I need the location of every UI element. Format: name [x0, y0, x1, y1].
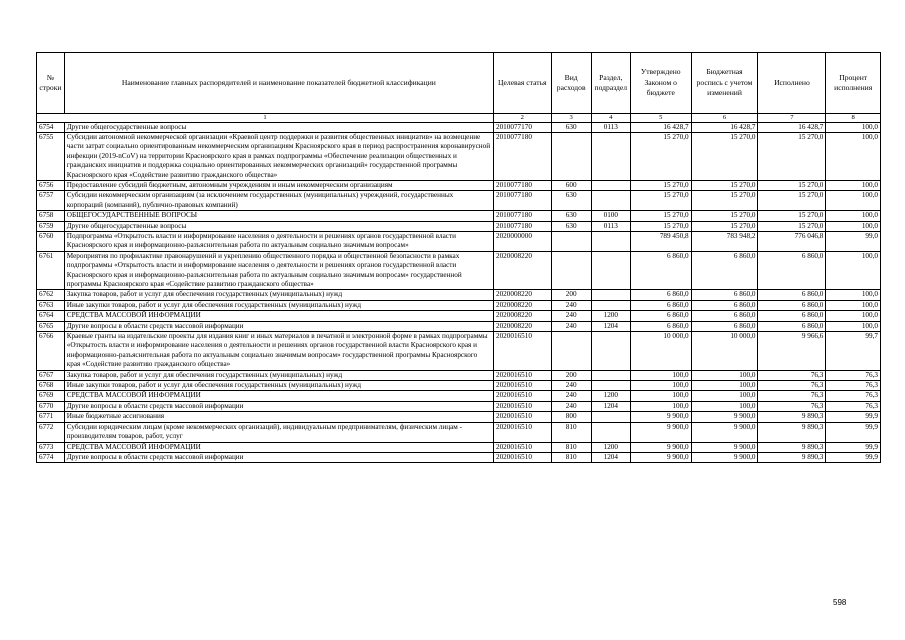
row-executed: 15 270,0 — [758, 191, 826, 211]
row-target-article: 2010077180 — [493, 191, 551, 211]
row-section — [591, 381, 630, 391]
row-expense-type: 240 — [551, 401, 591, 411]
row-percent: 100,0 — [826, 191, 881, 211]
row-name: СРЕДСТВА МАССОВОЙ ИНФОРМАЦИИ — [64, 311, 493, 321]
row-number: 6770 — [37, 401, 65, 411]
row-number: 6755 — [37, 132, 65, 180]
row-target-article: 2020008220 — [493, 251, 551, 290]
row-schedule: 100,0 — [691, 370, 758, 380]
row-expense-type: 240 — [551, 391, 591, 401]
row-percent: 99,7 — [826, 332, 881, 371]
header-expense-type: Вид расходов — [551, 53, 591, 114]
row-approved: 15 270,0 — [630, 191, 691, 211]
table-row — [37, 191, 881, 211]
row-section — [591, 231, 630, 251]
row-number: 6756 — [37, 180, 65, 190]
row-approved: 6 860,0 — [630, 300, 691, 310]
row-section — [591, 300, 630, 310]
row-executed: 9 890,3 — [758, 442, 826, 452]
row-schedule: 15 270,0 — [691, 211, 758, 221]
row-number: 6767 — [37, 370, 65, 380]
row-expense-type — [551, 251, 591, 290]
row-number: 6769 — [37, 391, 65, 401]
row-section — [591, 290, 630, 300]
row-section: 1204 — [591, 401, 630, 411]
row-section: 1200 — [591, 442, 630, 452]
table-row — [37, 290, 881, 300]
row-expense-type: 240 — [551, 300, 591, 310]
row-section — [591, 191, 630, 211]
row-name: Подпрограмма «Открытость власти и информирование населения о деятельности и решениях органов государственной власти Красноярского края и информационно-разъяснительная работа по актуальным социально значимым вопросам» — [64, 231, 493, 251]
table-row — [37, 122, 881, 132]
row-section: 1200 — [591, 311, 630, 321]
row-executed: 9 890,3 — [758, 412, 826, 422]
row-percent: 100,0 — [826, 180, 881, 190]
row-approved: 10 000,0 — [630, 332, 691, 371]
row-schedule: 6 860,0 — [691, 300, 758, 310]
row-schedule: 9 900,0 — [691, 442, 758, 452]
row-number: 6762 — [37, 290, 65, 300]
column-number: 7 — [758, 114, 826, 123]
row-target-article: 2010077180 — [493, 180, 551, 190]
row-name: Другие общегосударственные вопросы — [64, 122, 493, 132]
row-section — [591, 370, 630, 380]
row-executed: 76,3 — [758, 391, 826, 401]
row-target-article: 2020008220 — [493, 290, 551, 300]
row-percent: 100,0 — [826, 251, 881, 290]
row-executed: 9 890,3 — [758, 452, 826, 462]
row-approved: 9 900,0 — [630, 422, 691, 442]
column-number: 5 — [630, 114, 691, 123]
row-section: 1200 — [591, 391, 630, 401]
row-name: Иные закупки товаров, работ и услуг для обеспечения государственных (муниципальных) нужд — [64, 300, 493, 310]
row-executed: 776 046,8 — [758, 231, 826, 251]
row-schedule: 6 860,0 — [691, 290, 758, 300]
row-percent: 100,0 — [826, 132, 881, 180]
header-percent: Процент исполнения — [826, 53, 881, 114]
table-row — [37, 412, 881, 422]
row-name: Другие вопросы в области средств массовой информации — [64, 401, 493, 411]
table-row — [37, 401, 881, 411]
column-number: 8 — [826, 114, 881, 123]
row-name: Предоставление субсидий бюджетным, автономным учреждениям и иным некоммерческим организациям — [64, 180, 493, 190]
row-name: Закупка товаров, работ и услуг для обеспечения государственных (муниципальных) нужд — [64, 370, 493, 380]
row-schedule: 10 000,0 — [691, 332, 758, 371]
row-target-article: 2020000000 — [493, 231, 551, 251]
row-target-article: 2020016510 — [493, 452, 551, 462]
row-expense-type: 800 — [551, 412, 591, 422]
row-percent: 100,0 — [826, 122, 881, 132]
row-section: 1204 — [591, 452, 630, 462]
row-schedule: 783 948,2 — [691, 231, 758, 251]
row-schedule: 6 860,0 — [691, 321, 758, 331]
row-section — [591, 412, 630, 422]
row-name: Иные закупки товаров, работ и услуг для обеспечения государственных (муниципальных) нужд — [64, 381, 493, 391]
row-number: 6760 — [37, 231, 65, 251]
row-expense-type: 630 — [551, 191, 591, 211]
row-expense-type: 810 — [551, 452, 591, 462]
row-executed: 6 860,0 — [758, 311, 826, 321]
row-target-article: 2020016510 — [493, 401, 551, 411]
row-approved: 100,0 — [630, 401, 691, 411]
row-target-article: 2020016510 — [493, 381, 551, 391]
row-schedule: 6 860,0 — [691, 311, 758, 321]
row-percent: 99,0 — [826, 231, 881, 251]
row-name: Мероприятия по профилактике правонарушений и укреплению общественного порядка и общественной безопасности в рамках подпрограммы «Открытость власти и информирование населения о деятельности и решениях органов государственной власти Красноярского края и информационно-разъяснительная работа по актуальным социально значимым вопросам» государственной программы Красноярского края «Содействие развитию гражданского общества» — [64, 251, 493, 290]
row-name: Закупка товаров, работ и услуг для обеспечения государственных (муниципальных) нужд — [64, 290, 493, 300]
row-approved: 6 860,0 — [630, 251, 691, 290]
row-percent: 100,0 — [826, 221, 881, 231]
row-executed: 16 428,7 — [758, 122, 826, 132]
row-target-article: 2020008220 — [493, 311, 551, 321]
header-name: Наименование главных распорядителей и наименование показателей бюджетной классификации — [64, 53, 493, 114]
row-target-article: 2020016510 — [493, 332, 551, 371]
table-row — [37, 370, 881, 380]
row-percent: 99,9 — [826, 422, 881, 442]
row-approved: 6 860,0 — [630, 311, 691, 321]
row-number: 6773 — [37, 442, 65, 452]
row-number: 6763 — [37, 300, 65, 310]
row-approved: 9 900,0 — [630, 452, 691, 462]
table-row — [37, 132, 881, 180]
row-number: 6761 — [37, 251, 65, 290]
row-percent: 76,3 — [826, 391, 881, 401]
row-target-article: 2020016510 — [493, 391, 551, 401]
row-schedule: 15 270,0 — [691, 180, 758, 190]
row-schedule: 15 270,0 — [691, 191, 758, 211]
row-executed: 15 270,0 — [758, 132, 826, 180]
row-expense-type: 630 — [551, 221, 591, 231]
column-number: 4 — [591, 114, 630, 123]
header-executed: Исполнено — [758, 53, 826, 114]
row-name: ОБЩЕГОСУДАРСТВЕННЫЕ ВОПРОСЫ — [64, 211, 493, 221]
row-executed: 6 860,0 — [758, 251, 826, 290]
table-row — [37, 381, 881, 391]
row-expense-type: 810 — [551, 442, 591, 452]
row-approved: 100,0 — [630, 391, 691, 401]
table-row — [37, 231, 881, 251]
row-schedule: 15 270,0 — [691, 132, 758, 180]
row-executed: 6 860,0 — [758, 321, 826, 331]
row-target-article: 2020016510 — [493, 442, 551, 452]
row-name: Другие вопросы в области средств массовой информации — [64, 452, 493, 462]
column-number: 6 — [691, 114, 758, 123]
column-number: 3 — [551, 114, 591, 123]
row-schedule: 16 428,7 — [691, 122, 758, 132]
column-number: 1 — [37, 114, 494, 123]
row-schedule: 100,0 — [691, 401, 758, 411]
table-row — [37, 422, 881, 442]
header-section: Раздел, подраздел — [591, 53, 630, 114]
row-expense-type — [551, 132, 591, 180]
row-section: 0113 — [591, 221, 630, 231]
row-executed: 9 890,3 — [758, 422, 826, 442]
header-target-article: Целевая статья — [493, 53, 551, 114]
table-row — [37, 321, 881, 331]
table-row — [37, 332, 881, 371]
row-expense-type: 630 — [551, 211, 591, 221]
row-executed: 76,3 — [758, 370, 826, 380]
row-number: 6757 — [37, 191, 65, 211]
row-name: Краевые гранты на издательские проекты для издания книг и иных материалов в печатной и электронной форме в рамках подпрограммы «Открытость власти и информирование населения о деятельности и решениях органов государственной власти Красноярского края и информационно-разъяснительная работа по актуальным социально значимым вопросам» государственной программы Красноярского края «Содействие развитию гражданского общества» — [64, 332, 493, 371]
row-approved: 9 900,0 — [630, 442, 691, 452]
row-approved: 789 450,8 — [630, 231, 691, 251]
row-approved: 15 270,0 — [630, 180, 691, 190]
budget-table — [36, 52, 881, 463]
row-schedule: 9 900,0 — [691, 452, 758, 462]
row-percent: 100,0 — [826, 300, 881, 310]
row-name: Субсидии некоммерческим организациям (за исключением государственных (муниципальных) учреждений, государственных корпораций (компаний), публично-правовых компаний) — [64, 191, 493, 211]
row-percent: 100,0 — [826, 321, 881, 331]
row-section — [591, 251, 630, 290]
row-section: 1204 — [591, 321, 630, 331]
row-executed: 15 270,0 — [758, 221, 826, 231]
row-section — [591, 180, 630, 190]
row-number: 6754 — [37, 122, 65, 132]
row-name: СРЕДСТВА МАССОВОЙ ИНФОРМАЦИИ — [64, 391, 493, 401]
row-name: СРЕДСТВА МАССОВОЙ ИНФОРМАЦИИ — [64, 442, 493, 452]
row-schedule: 100,0 — [691, 391, 758, 401]
row-approved: 15 270,0 — [630, 221, 691, 231]
row-expense-type: 240 — [551, 311, 591, 321]
row-percent: 100,0 — [826, 211, 881, 221]
row-number: 6764 — [37, 311, 65, 321]
row-percent: 99,9 — [826, 442, 881, 452]
row-executed: 6 860,0 — [758, 290, 826, 300]
row-name: Другие общегосударственные вопросы — [64, 221, 493, 231]
row-section — [591, 132, 630, 180]
table-row — [37, 221, 881, 231]
row-percent: 100,0 — [826, 290, 881, 300]
row-percent: 99,9 — [826, 412, 881, 422]
row-target-article: 2010077180 — [493, 211, 551, 221]
row-expense-type: 200 — [551, 290, 591, 300]
row-approved: 6 860,0 — [630, 290, 691, 300]
row-section: 0100 — [591, 211, 630, 221]
row-section — [591, 332, 630, 371]
row-expense-type: 600 — [551, 180, 591, 190]
row-approved: 15 270,0 — [630, 211, 691, 221]
row-approved: 9 900,0 — [630, 412, 691, 422]
table-row — [37, 442, 881, 452]
table-row — [37, 300, 881, 310]
row-target-article: 2020016510 — [493, 412, 551, 422]
row-schedule: 9 900,0 — [691, 422, 758, 442]
table-row — [37, 211, 881, 221]
row-expense-type — [551, 332, 591, 371]
header-row — [37, 53, 881, 114]
row-target-article: 2020016510 — [493, 370, 551, 380]
row-number: 6765 — [37, 321, 65, 331]
row-name: Иные бюджетные ассигнования — [64, 412, 493, 422]
row-section: 0113 — [591, 122, 630, 132]
row-expense-type: 240 — [551, 381, 591, 391]
row-name: Другие вопросы в области средств массовой информации — [64, 321, 493, 331]
row-approved: 100,0 — [630, 370, 691, 380]
row-target-article: 2020008220 — [493, 300, 551, 310]
row-approved: 100,0 — [630, 381, 691, 391]
row-percent: 99,9 — [826, 452, 881, 462]
header-row-number: № строки — [37, 53, 65, 114]
row-target-article: 2010077180 — [493, 132, 551, 180]
table-row — [37, 251, 881, 290]
row-target-article: 2020008220 — [493, 321, 551, 331]
table-row — [37, 391, 881, 401]
row-approved: 6 860,0 — [630, 321, 691, 331]
row-approved: 16 428,7 — [630, 122, 691, 132]
row-number: 6759 — [37, 221, 65, 231]
row-target-article: 2020016510 — [493, 422, 551, 442]
row-name: Субсидии автономной некоммерческой организации «Краевой центр поддержки и развития общественных инициатив» на возмещение части затрат социально ориентированным некоммерческим организациям Красноярского края в период распространения коронавирусной инфекции (2019-nCoV) на территории Красноярского края в рамках подпрограммы «Обеспечение реализации общественных и гражданских инициатив и поддержка социально ориентированных некоммерческих организаций» государственной программы Красноярского края «Содействие развитию гражданского общества» — [64, 132, 493, 180]
row-schedule: 15 270,0 — [691, 221, 758, 231]
row-expense-type: 810 — [551, 422, 591, 442]
header-schedule: Бюджетная роспись с учетом изменений — [691, 53, 758, 114]
row-executed: 76,3 — [758, 401, 826, 411]
row-schedule: 100,0 — [691, 381, 758, 391]
row-percent: 100,0 — [826, 311, 881, 321]
row-number: 6771 — [37, 412, 65, 422]
table-row — [37, 180, 881, 190]
row-percent: 76,3 — [826, 401, 881, 411]
column-number: 2 — [493, 114, 551, 123]
row-executed: 9 966,6 — [758, 332, 826, 371]
row-number: 6758 — [37, 211, 65, 221]
column-number-row — [37, 114, 881, 123]
row-percent: 76,3 — [826, 370, 881, 380]
page-number: 598 — [833, 598, 847, 607]
row-target-article: 2010077180 — [493, 221, 551, 231]
row-expense-type — [551, 231, 591, 251]
row-expense-type: 200 — [551, 370, 591, 380]
row-expense-type: 240 — [551, 321, 591, 331]
row-number: 6774 — [37, 452, 65, 462]
table-row — [37, 452, 881, 462]
header-approved: Утверждено Законом о бюджете — [630, 53, 691, 114]
row-executed: 15 270,0 — [758, 211, 826, 221]
row-executed: 76,3 — [758, 381, 826, 391]
row-approved: 15 270,0 — [630, 132, 691, 180]
row-number: 6772 — [37, 422, 65, 442]
row-expense-type: 630 — [551, 122, 591, 132]
row-number: 6768 — [37, 381, 65, 391]
row-percent: 76,3 — [826, 381, 881, 391]
row-target-article: 2010077170 — [493, 122, 551, 132]
table-row — [37, 311, 881, 321]
row-schedule: 9 900,0 — [691, 412, 758, 422]
row-name: Субсидии юридическим лицам (кроме некоммерческих организаций), индивидуальным предпринимателям, физическим лицам - производителям товаров, работ, услуг — [64, 422, 493, 442]
row-number: 6766 — [37, 332, 65, 371]
row-schedule: 6 860,0 — [691, 251, 758, 290]
row-executed: 15 270,0 — [758, 180, 826, 190]
row-section — [591, 422, 630, 442]
row-executed: 6 860,0 — [758, 300, 826, 310]
